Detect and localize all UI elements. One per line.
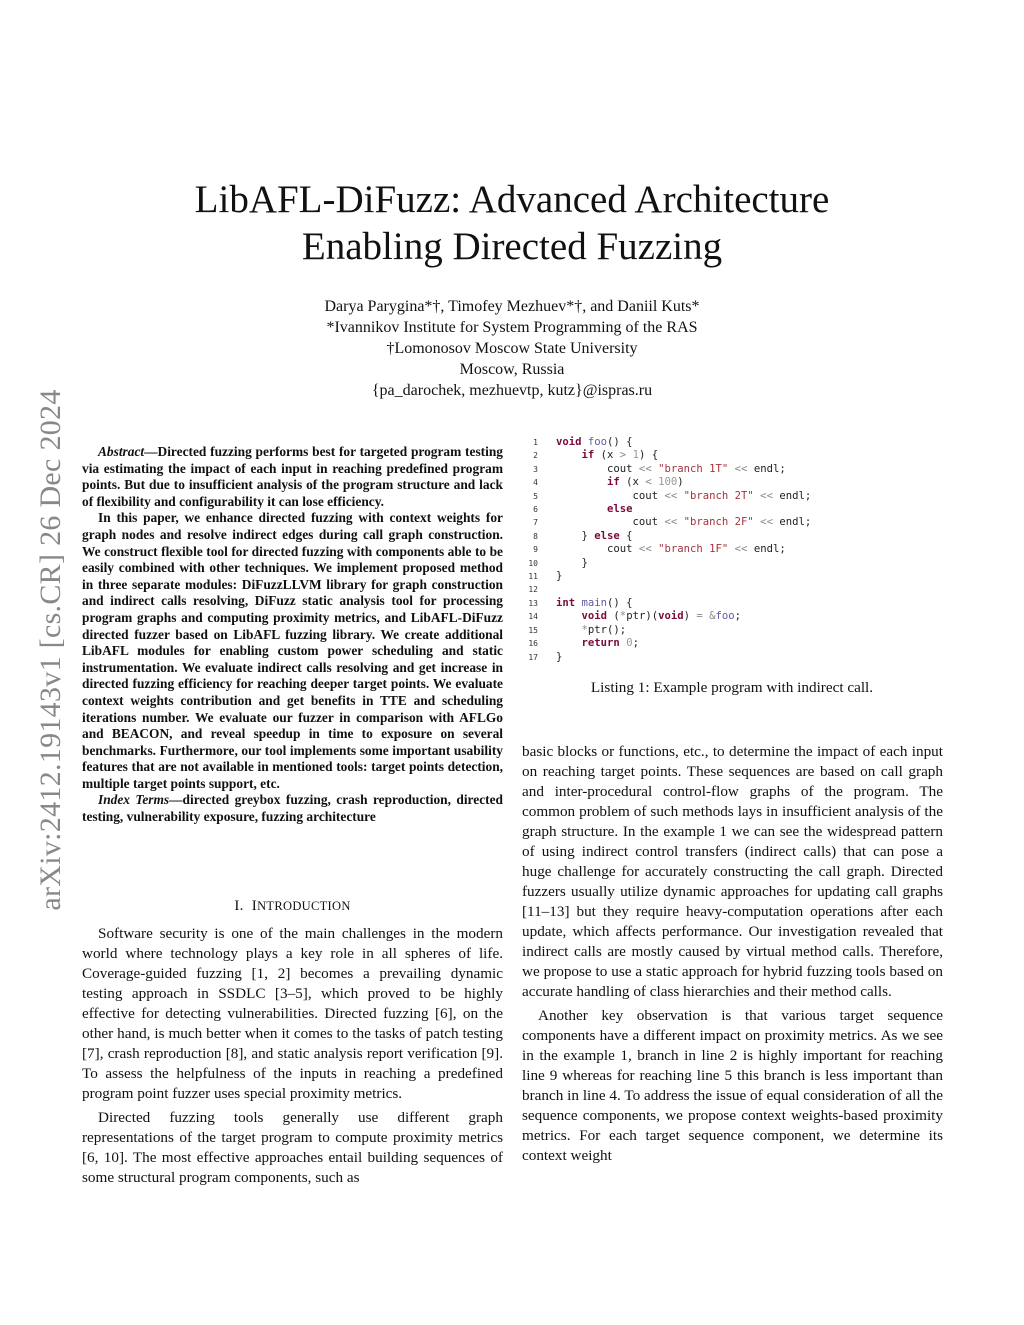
code-line-number: 17 [528,652,538,662]
affiliation-2: †Lomonosov Moscow State University [386,340,638,357]
code-line-text: } else { [556,529,633,542]
code-line-text: void (*ptr)(void) = &foo; [581,610,742,623]
code-line-text: cout << "branch 2F" << endl; [556,516,812,529]
index-terms [82,792,503,825]
code-line-text: } [556,570,563,583]
author-names: Darya Parygina*†, Timofey Mezhuev*†, and Daniil Kuts* [324,298,700,315]
code-line [522,637,952,650]
code-line-number: 14 [528,612,538,622]
section-name-initial: I [251,898,258,914]
code-line-number: 4 [533,478,538,488]
code-line-number: 3 [533,464,538,474]
intro-paragraph-3: basic blocks or functions, etc., to determine the impact of each input on reaching target points. These sequences are based on call graph and inter-procedural control-flow graphs of the program. The common problem of such methods lays in insufficient analysis of the graph structure. In the example 1 we can see the widespread pattern of using indirect control transfers (indirect calls) that can pose a huge challenge for accurately constructing the call graph. Directed fuzzers usually utilize dynamic approaches for updating call graphs [11–13] but they require heavy-computation operations after each update, which affects performance. Our investigation revealed that indirect calls are mostly caused by virtual method calls. Therefore, we propose to use a static approach for hybrid fuzzing tools based on accurate handling of class hierarchies and their method calls. [522,743,943,1000]
code-line-text: if (x > 1) { [581,449,659,462]
code-line-number: 7 [533,518,538,528]
title-line-1: LibAFL-DiFuzz: Advanced Architecture [194,178,830,221]
abstract-paragraph-2: In this paper, we enhance directed fuzzing with context weights for graph nodes and resolve indirect edges during call graph construction. We construct flexible tool for directed fuzzing with components able to be easily combined with other techniques. We implement proposed method in three separate modules: DiFuzzLLVM library for graph construction and indirect calls resolving, DiFuzz static analysis tool for processing program graphs and computing proximity metrics, and LibAFL-DiFuzz directed fuzzer based on LibAFL fuzzing library. We create additional LibAFL modules for enabling custom power scheduling and static instrumentation. We evaluate indirect calls resolving and get increase in directed fuzzing efficiency for reaching deeper target points. We evaluate context weights contribution and get benefits in TTE and scheduling iterations number. We evaluate our fuzzer in comparison with AFLGo and BEACON, and reveal speedup in time to exposure on several benchmarks. Furthermore, our tool implements some important usability features that are not available in mentioned tools: target points detection, multiple target points support, etc. [82,510,503,791]
code-listing [522,436,952,664]
intro-left-column [82,924,503,1188]
code-line-number: 1 [533,438,538,447]
listing-caption: Listing 1: Example program with indirect call. [590,679,874,696]
affiliation-1: *Ivannikov Institute for System Programming of the RAS [326,319,698,336]
code-line [522,597,952,610]
title-line-2: Enabling Directed Fuzzing [301,225,723,268]
code-line [522,610,952,623]
code-line-number: 5 [533,491,538,501]
code-line-text: } [556,556,588,569]
code-line-text: int main() { [556,596,633,609]
code-line [522,530,952,543]
code-line-text: cout << "branch 1F" << endl; [556,543,786,556]
code-line [522,490,952,503]
code-line [522,463,952,476]
paper-title [0,176,1024,270]
abstract-text-1: —Directed fuzzing performs best for targeted program testing via estimating the impact of each input in reaching predefined program points. But due to insufficient analysis of the program structure and lack of flexibility and configurability it can lose efficiency. [82,444,503,509]
abstract [82,444,503,826]
code-line [522,583,952,596]
code-line-number: 11 [528,572,538,582]
code-line-text: if (x < 100) [607,476,684,489]
code-line-number: 6 [533,505,538,515]
intro-paragraph-1: Software security is one of the main challenges in the modern world where technology plays a key role in all spheres of life. Coverage-guided fuzzing [1, 2] becomes a prevailing dynamic testing approach in SSDLC [3–5], which proved to be highly effective for detecting vulnerabilities. Directed fuzzing [6], on the other hand, is much better when it comes to the tasks of patch testing [7], crash reproduction [8], and static analysis report verification [9]. To assess the helpfulness of the inputs in reaching a predefined program point fuzzer uses special proximity metrics. [82,925,503,1102]
code-line-text: return 0; [581,637,639,650]
intro-paragraph-2: Directed fuzzing tools generally use different graph representations of the target program to compute proximity metrics [6, 10]. The most effective approaches entail building sequences of some structural program components, such as [82,1109,503,1186]
code-line-number: 8 [533,531,538,541]
code-line-number: 12 [528,585,538,595]
code-line [522,436,952,449]
author-city: Moscow, Russia [459,361,565,378]
code-line-number: 16 [528,639,538,649]
intro-right-column [522,742,943,1166]
intro-paragraph-4: Another key observation is that various target sequence components have a different impact on proximity metrics. As we see in the example 1, branch in line 2 is highly important for reaching line 9 whereas for reaching line 5 this branch is less important than branch in line 4. To address the issue of equal consideration of all the sequence components, we propose context weights-based proximity metrics. For each target sequence component, we determine its context weight [522,1007,943,1164]
code-line [522,449,952,462]
code-line [522,624,952,637]
author-emails: {pa_darochek, mezhuevtp, kutz}@ispras.ru [371,382,653,399]
section-name-rest: NTRODUCTION [257,899,351,913]
abstract-label: Abstract [98,444,145,459]
code-line [522,570,952,583]
abstract-paragraph-1 [82,444,503,510]
section-heading-introduction [82,896,503,916]
code-line [522,476,952,489]
code-line-text: cout << "branch 2T" << endl; [556,489,812,502]
code-line-number: 13 [528,598,538,608]
section-numeral: I. [234,898,244,914]
code-line-number: 10 [528,558,538,568]
code-line [522,543,952,556]
code-line-number: 9 [533,545,538,555]
code-line-text: void foo() { [556,436,633,448]
code-line-text: } [556,650,563,663]
code-line [522,557,952,570]
index-terms-label: Index Terms [98,792,170,808]
code-line-text: cout << "branch 1T" << endl; [556,462,786,475]
code-line-number: 15 [528,625,538,635]
author-block [0,296,1024,401]
index-terms-text: —directed greybox fuzzing, crash reproduction, directed testing, vulnerability exposure, fuzzing architecture [82,792,503,825]
code-line [522,516,952,529]
code-line [522,503,952,516]
code-line [522,651,952,664]
code-line-text: *ptr(); [581,623,627,636]
arxiv-identifier: arXiv:2412.19143v1 [cs.CR] 26 Dec 2024 [34,389,67,911]
code-line-number: 2 [533,451,538,461]
code-line-text: else [607,503,633,516]
